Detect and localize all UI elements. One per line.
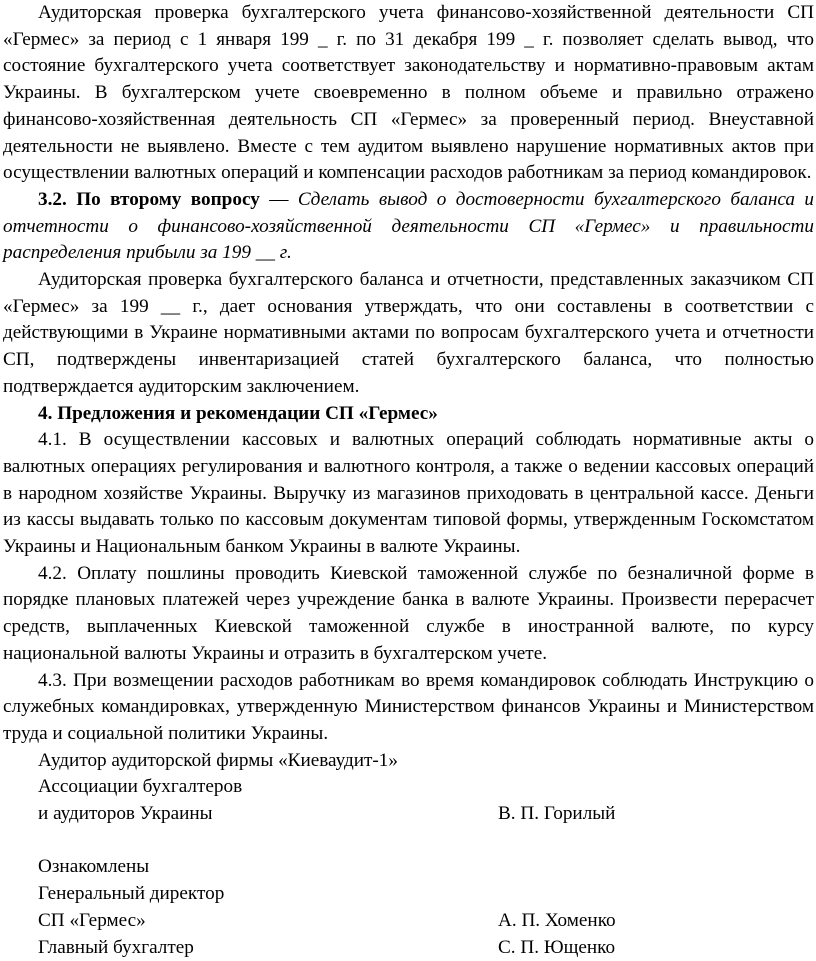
recommendation-4-1: 4.1. В осуществлении кассовых и валютных операций соблюдать нормативные акты о валютных операциях регулирования и валютного контроля, а также о ведении кассовых операций в народном хозяйстве Украины. Выручку из магазинов приходовать в центральной кассе. Деньги из кассы выдавать только по кассовым документам типовой формы, утвержденным Госкомстатом Украины и Национальным банком Украины в валюте Украины. xyxy=(3,427,814,561)
section-4-heading: 4. Предложения и рекомендации СП «Гермес» xyxy=(3,401,814,428)
conclusion-paragraph-1: Аудиторская проверка бухгалтерского учета финансово-хозяйственной деятельности СП «Гермес» за период с 1 января 199 _ г. по 31 декабря 199 _ г. позволяет сделать вывод, что состояние бухгалтерского учета соответствует законодательству и нормативно-правовым актам Украины. В бухгалтерском учете своевременно в полном объеме и правильно отражено финансово-хозяйственная деятельность СП «Гермес» за проверенный период. Внеуставной деятельности не выявлено. Вместе с тем аудитом выявлено нарушение нормативных актов при осуществлении валютных операций и компенсации расходов работникам за период командировок. xyxy=(3,0,814,187)
chief-accountant-line: Главный бухгалтер С. П. Ющенко xyxy=(3,935,814,961)
auditor-signature-line-3: и аудиторов Украины В. П. Горилый xyxy=(3,801,814,828)
spacer xyxy=(3,828,814,855)
auditor-signature-line-2: Ассоциации бухгалтеров xyxy=(3,774,814,801)
recommendation-4-3: 4.3. При возмещении расходов работникам во время командировок соблюдать Инструкцию о служебных командировках, утвержденную Министерством финансов Украины и Министерством труда и социальной политики Украины. xyxy=(3,668,814,748)
director-company-line: СП «Гермес» А. П. Хоменко xyxy=(3,908,814,935)
director-name: А. П. Хоменко xyxy=(498,908,616,935)
question-2-paragraph xyxy=(3,187,814,267)
recommendation-4-2: 4.2. Оплату пошлины проводить Киевской таможенной службе по безналичной форме в порядке плановых платежей через учреждение банка в валюте Украины. Произвести перерасчет средств, выплаченных Киевской таможенной службе в иностранной валюте, по курсу национальной валюты Украины и отразить в бухгалтерском учете. xyxy=(3,561,814,668)
question-2-dash: — xyxy=(260,189,298,210)
director-title: Генеральный директор xyxy=(3,881,814,908)
auditor-name: В. П. Горилый xyxy=(498,801,615,828)
conclusion-paragraph-2: Аудиторская проверка бухгалтерского баланса и отчетности, представленных заказчиком СП «Гермес» за 199 __ г., дает основания утверждать, что они составлены в соответствии с действующими в Украине нормативными актами по вопросам бухгалтерского учета и отчетности СП, подтверждены инвентаризацией статей бухгалтерского баланса, что полностью подтверждается аудиторским заключением. xyxy=(3,267,814,401)
chief-accountant-name: С. П. Ющенко xyxy=(498,935,615,961)
question-2-text: Сделать вывод о достоверности бухгалтерского баланса и отчетности о финансово-хозяйственной деятельности СП «Гермес» и правильности распределения прибыли за 199 __ г. xyxy=(3,189,814,263)
acknowledged-label: Ознакомлены xyxy=(3,854,814,881)
question-2-label: 3.2. По второму вопросу xyxy=(38,189,260,210)
auditor-signature-line-1: Аудитор аудиторской фирмы «Киеваудит-1» xyxy=(3,748,814,775)
